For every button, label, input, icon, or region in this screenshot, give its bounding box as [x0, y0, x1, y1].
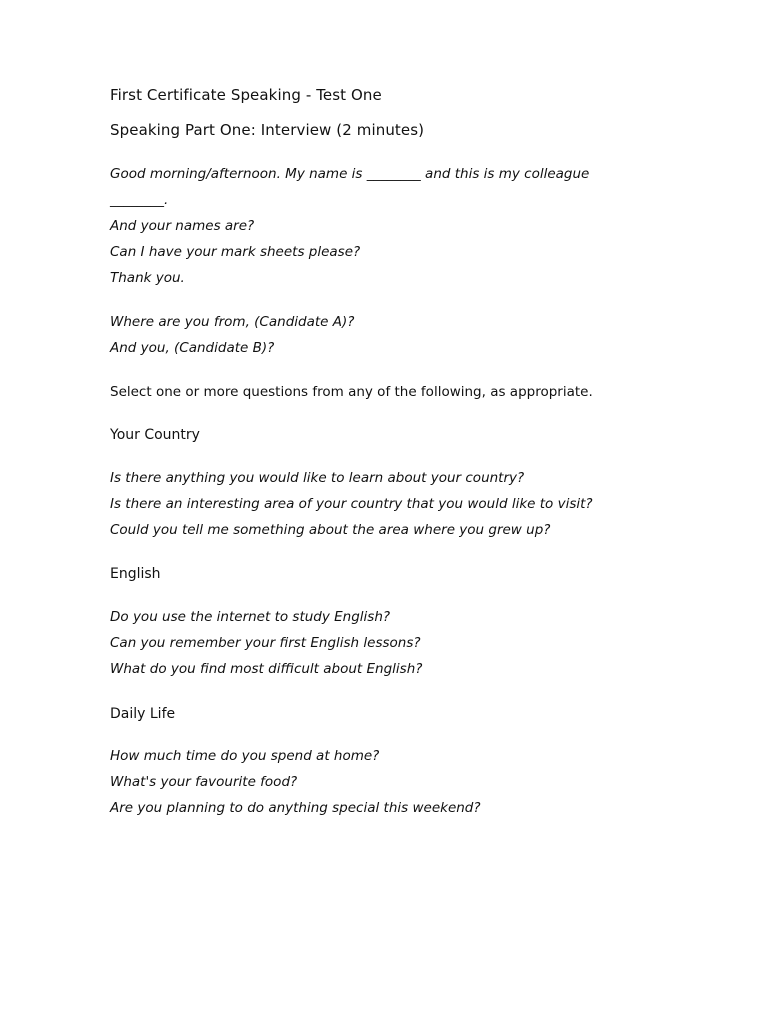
intro-line-5: Thank you.	[110, 270, 185, 286]
country-question-1: Is there anything you would like to learn about your country?	[110, 470, 525, 486]
section-heading-english: English	[110, 566, 161, 582]
intro-line-3: And your names are?	[110, 218, 255, 234]
origin-line-1: Where are you from, (Candidate A)?	[110, 314, 355, 330]
english-question-2: Can you remember your first English lessons?	[110, 635, 421, 651]
section-heading-daily-life: Daily Life	[110, 706, 176, 722]
country-question-3: Could you tell me something about the area where you grew up?	[110, 522, 551, 538]
section-heading-country: Your Country	[110, 427, 200, 443]
intro-line-4: Can I have your mark sheets please?	[110, 244, 361, 260]
country-question-2: Is there an interesting area of your country that you would like to visit?	[110, 496, 593, 512]
origin-line-2: And you, (Candidate B)?	[110, 340, 275, 356]
english-question-1: Do you use the internet to study English?	[110, 609, 391, 625]
instruction-text: Select one or more questions from any of the following, as appropriate.	[110, 384, 593, 400]
daily-question-3: Are you planning to do anything special this weekend?	[110, 800, 481, 816]
intro-line-1: Good morning/afternoon. My name is ________ and this is my colleague	[110, 166, 590, 182]
daily-question-1: How much time do you spend at home?	[110, 748, 380, 764]
document-title: First Certificate Speaking - Test One	[110, 86, 382, 104]
english-question-3: What do you find most difficult about English?	[110, 661, 423, 677]
part-heading: Speaking Part One: Interview (2 minutes)	[110, 121, 425, 139]
intro-line-2: ________.	[110, 192, 169, 208]
daily-question-2: What's your favourite food?	[110, 774, 298, 790]
